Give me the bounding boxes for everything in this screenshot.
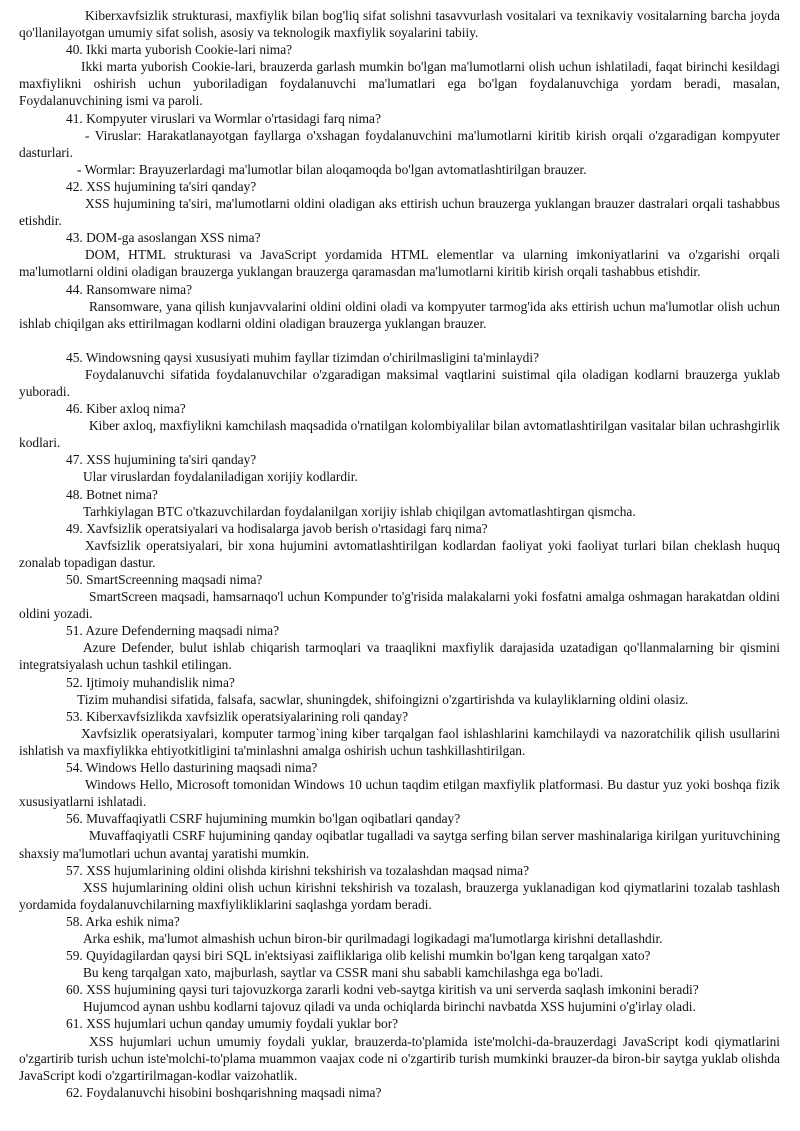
answer-60: Hujumcod aynan ushbu kodlarni tajovuz qiladi va unda ochiqlarda birinchi navbatda XSS hujumini o'g'irlay oladi. <box>83 999 696 1015</box>
answer-50: SmartScreen maqsadi, hamsarnaqo'l uchun Kompunder to'g'risida malakalarni yoki fosfatni amalga oshmagan harakatdan oldini oldini yozadi. <box>19 589 780 622</box>
answer-46: Kiber axloq, maxfiylikni kamchilash maqsadida o'rnatilgan kolombiyalilar bilan avtomatlashtirilgan vasitalar bilan uchrashgirlik kodlari. <box>19 418 780 451</box>
question-51: 51. Azure Defenderning maqsadi nima? <box>66 623 280 639</box>
question-52: 52. Ijtimoiy muhandislik nima? <box>66 674 235 690</box>
question-56: 56. Muvaffaqiyatli CSRF hujumining mumkin bo'lgan oqibatlari qanday? <box>66 811 461 827</box>
question-57: 57. XSS hujumlarining oldini olishda kirishni tekshirish va tozalashdan maqsad nima? <box>66 862 530 878</box>
answer-41-viruses: - Viruslar: Harakatlanayotgan fayllarga o'xshagan foydalanuvchini ma'lumotlarni kiritib kirish orqali o'zgaradigan kompyuter dasturlari. <box>19 127 780 160</box>
answer-59: Bu keng tarqalgan xato, majburlash, saytlar va CSSR mani shu sababli kamchilashga ega bo'ladi. <box>83 965 604 981</box>
question-61: 61. XSS hujumlari uchun qanday umumiy foydali yuklar bor? <box>66 1016 399 1032</box>
question-41: 41. Kompyuter viruslari va Wormlar o'rtasidagi farq nima? <box>66 110 381 126</box>
question-54: 54. Windows Hello dasturining maqsadi nima? <box>66 760 318 776</box>
question-44: 44. Ransomware nima? <box>66 281 193 297</box>
question-42: 42. XSS hujumining ta'siri qanday? <box>66 178 257 194</box>
intro-paragraph: Kiberxavfsizlik strukturasi, maxfiylik bilan bog'liq sifat solishni tasavvurlash vositalari va texnikaviy vositalarning barcha joyda qo'llanilayotgan umumiy sifat solish, asosiy va teknologik maxfiylik soyalarini tabiiy. <box>19 8 780 41</box>
question-48: 48. Botnet nima? <box>66 486 158 502</box>
answer-49: Xavfsizlik operatsiyalari, bir xona hujumini avtomatlashtirilgan kodlardan faoliyat yoki faoliyat turlari bilan cheklash huquq zonalab topadigan dastur. <box>19 537 780 570</box>
answer-52: Tizim muhandisi sifatida, falsafa, sacwlar, shuningdek, shifoingizni o'zgartirishda va kulayliklarning oldini olasiz. <box>77 691 689 707</box>
question-46: 46. Kiber axloq nima? <box>66 401 186 417</box>
question-62: 62. Foydalanuvchi hisobini boshqarishning maqsadi nima? <box>66 1084 382 1100</box>
answer-58: Arka eshik, ma'lumot almashish uchun biron-bir qurilmadagi logikadagi ma'lumotlarga kirishni detallashdir. <box>83 930 663 946</box>
question-53: 53. Kiberxavfsizlikda xavfsizlik operatsiyalarining roli qanday? <box>66 708 409 724</box>
question-58: 58. Arka eshik nima? <box>66 913 180 929</box>
paragraph-gap <box>19 332 780 349</box>
answer-53: Xavfsizlik operatsiyalari, komputer tarmog`ining kiber tarqalgan faol ishlashlarini kamchilaydi va nazoratchilik qilish usullarini ishlatish va maxfiylikka ehtiyotkitligini ta'minlashni amalga oshirish uchun tashkillashtirilgan. <box>19 725 780 758</box>
answer-41-worms: - Wormlar: Brayuzerlardagi ma'lumotlar bilan aloqamoqda bo'lgan avtomatlashtirilgan brauzer. <box>77 161 587 177</box>
answer-51: Azure Defender, bulut ishlab chiqarish tarmoqlari va traaqlikni maxfiylik darajasida uzatadigan qo'llanmalarning bir qismini integratsiyalash uchun tashkil etilingan. <box>19 640 780 673</box>
question-45: 45. Windowsning qaysi xususiyati muhim fayllar tizimdan o'chirilmasligini ta'minlaydi? <box>66 349 540 365</box>
question-59: 59. Quyidagilardan qaysi biri SQL in'ektsiyasi zaifliklariga olib kelishi mumkin bo'lgan keng tarqalgan xato? <box>66 948 651 964</box>
answer-56: Muvaffaqiyatli CSRF hujumining qanday oqibatlar tugalladi va saytga serfing bilan server mashinalariga kirilgan yurituvchining shaxsiy ma'lumotlari uchun avantaj yaratishi mumkin. <box>19 828 780 861</box>
answer-54: Windows Hello, Microsoft tomonidan Windows 10 uchun taqdim etilgan maxfiylik platformasi. Bu dastur yuz yoki boshqa fizik xususiyatlarni ishlatadi. <box>19 777 780 810</box>
answer-47: Ular viruslardan foydalaniladigan xorijiy kodlardir. <box>83 469 358 485</box>
answer-44: Ransomware, yana qilish kunjavvalarini oldini oldini oladi va kompyuter tarmog'ida aks ettirish uchun ma'lumotlar olish uchun ishlab chiqilgan aks ettirilmagan kodlarni oldini oladigan brauzerga yuklangan brauzer. <box>19 298 780 331</box>
answer-42: XSS hujumining ta'siri, ma'lumotlarni oldini oladigan aks ettirish uchun brauzerga yuklangan brauzer dastralari orqali tashabbus etishdir. <box>19 196 780 229</box>
answer-45: Foydalanuvchi sifatida foydalanuvchilar o'zgaradigan maksimal vaqtlarini suistimal qila oladigan kodlarni brauzerga yuklab yuboradi. <box>19 366 780 399</box>
question-40: 40. Ikki marta yuborish Cookie-lari nima? <box>66 42 293 58</box>
question-43: 43. DOM-ga asoslangan XSS nima? <box>66 230 261 246</box>
question-60: 60. XSS hujumining qaysi turi tajovuzkorga zararli kodni veb-saytga kiritish va uni serverda saqlash imkonini beradi? <box>66 982 699 998</box>
question-47: 47. XSS hujumining ta'siri qanday? <box>66 452 257 468</box>
answer-61: XSS hujumlari uchun umumiy foydali yuklar, brauzerda-to'plamida iste'molchi-da-brauzerdagi JavaScript kodi qiymatlarini o'zgartirib turish uchun iste'molchi-to'plama muammon vaajax code ni o'zgartirib turish mumkinki brauzer-da biron-bir saytga yuklab olishda JavaScript kodi o'zgartirilmagan-kodlar vaizohatlik. <box>19 1033 780 1083</box>
question-50: 50. SmartScreenning maqsadi nima? <box>66 572 263 587</box>
question-49: 49. Xavfsizlik operatsiyalari va hodisalarga javob berish o'rtasidagi farq nima? <box>66 520 488 536</box>
answer-48: Tarhkiylagan BTC o'tkazuvchilardan foydalanilgan xorijiy ishlab chiqilgan avtomatlashtirgan qismcha. <box>83 503 636 519</box>
answer-57: XSS hujumlarining oldini olish uchun kirishni tekshirish va tozalash, brauzerga yuklanadigan kod qiymatlarini tozalab tashlash yordamida foydalanuvchilarning maxfiylikliklarini saqlashga yordam beradi. <box>19 879 780 912</box>
answer-40: Ikki marta yuborish Cookie-lari, brauzerda garlash mumkin bo'lgan ma'lumotlarni olish uchun ishlatiladi, faqat birinchi kesildagi maxfiylikni oshirish uchun yuboriladigan foydalanuvchi ma'lumatlari ega bo'lgan foydalanuvchiga yordam beradi, masalan, Foydalanuvchining ismi va paroli. <box>19 59 780 109</box>
answer-43: DOM, HTML strukturasi va JavaScript yordamida HTML elementlar va ularning imkoniyatlarini va o'zgarishi orqali ma'lumotlarni oldini oladigan brauzerga yuklangan brauzerga qaramasdan ma'lumotlarni kiritib kirish orqali tashabbus etishdir. <box>19 247 780 280</box>
